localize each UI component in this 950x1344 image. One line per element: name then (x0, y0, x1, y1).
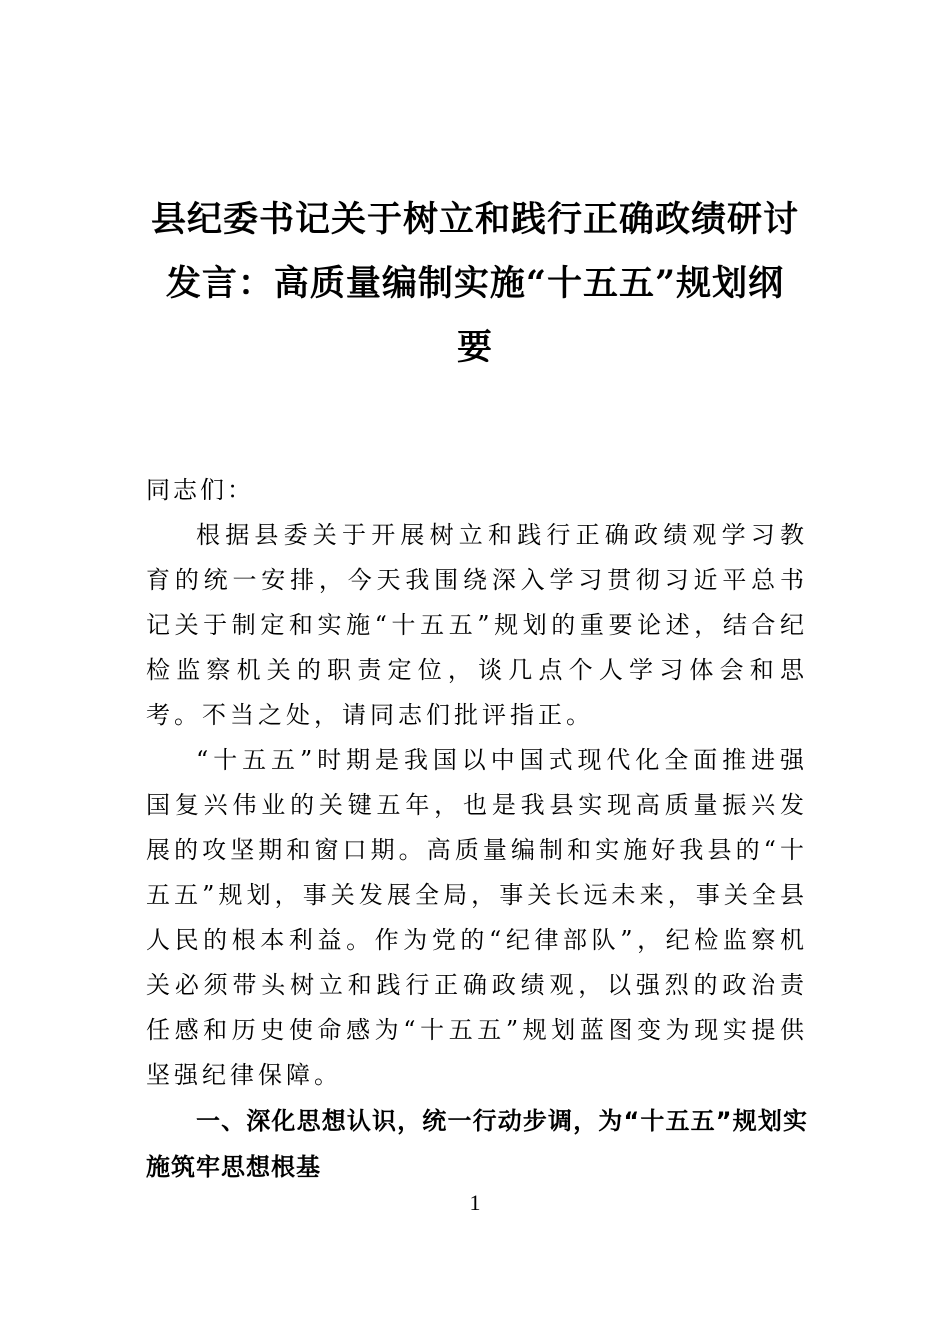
section-heading-1: 一、深化思想认识，统一行动步调，为“十五五”规划实施筑牢思想根基 (146, 1107, 808, 1181)
document-title (150, 188, 800, 380)
title-line-3: 要 (456, 327, 493, 368)
title-line-1: 县纪委书记关于树立和践行正确政绩研讨 (150, 199, 799, 240)
paragraph-2: “十五五”时期是我国以中国式现代化全面推进强国复兴伟业的关键五年，也是我县实现高质量振兴发展的攻坚期和窗口期。高质量编制和实施好我县的“十五五”规划，事关发展全局，事关长远未来，事关全县人民的根本利益。作为党的“纪律部队”，纪检监察机关必须带头树立和践行正确政绩观，以强烈的政治责任感和历史使命感为“十五五”规划蓝图变为现实提供坚强纪律保障。 (146, 746, 808, 1089)
document-body (146, 468, 808, 1190)
paragraph-1: 根据县委关于开展树立和践行正确政绩观学习教育的统一安排，今天我围绕深入学习贯彻习近平总书记关于制定和实施“十五五”规划的重要论述，结合纪检监察机关的职责定位，谈几点个人学习体会和思考。不当之处，请同志们批评指正。 (146, 521, 808, 729)
page-number: 1 (469, 1190, 481, 1215)
title-line-2: 发言：高质量编制实施“十五五”规划纲 (165, 263, 785, 304)
greeting: 同志们： (146, 476, 254, 504)
